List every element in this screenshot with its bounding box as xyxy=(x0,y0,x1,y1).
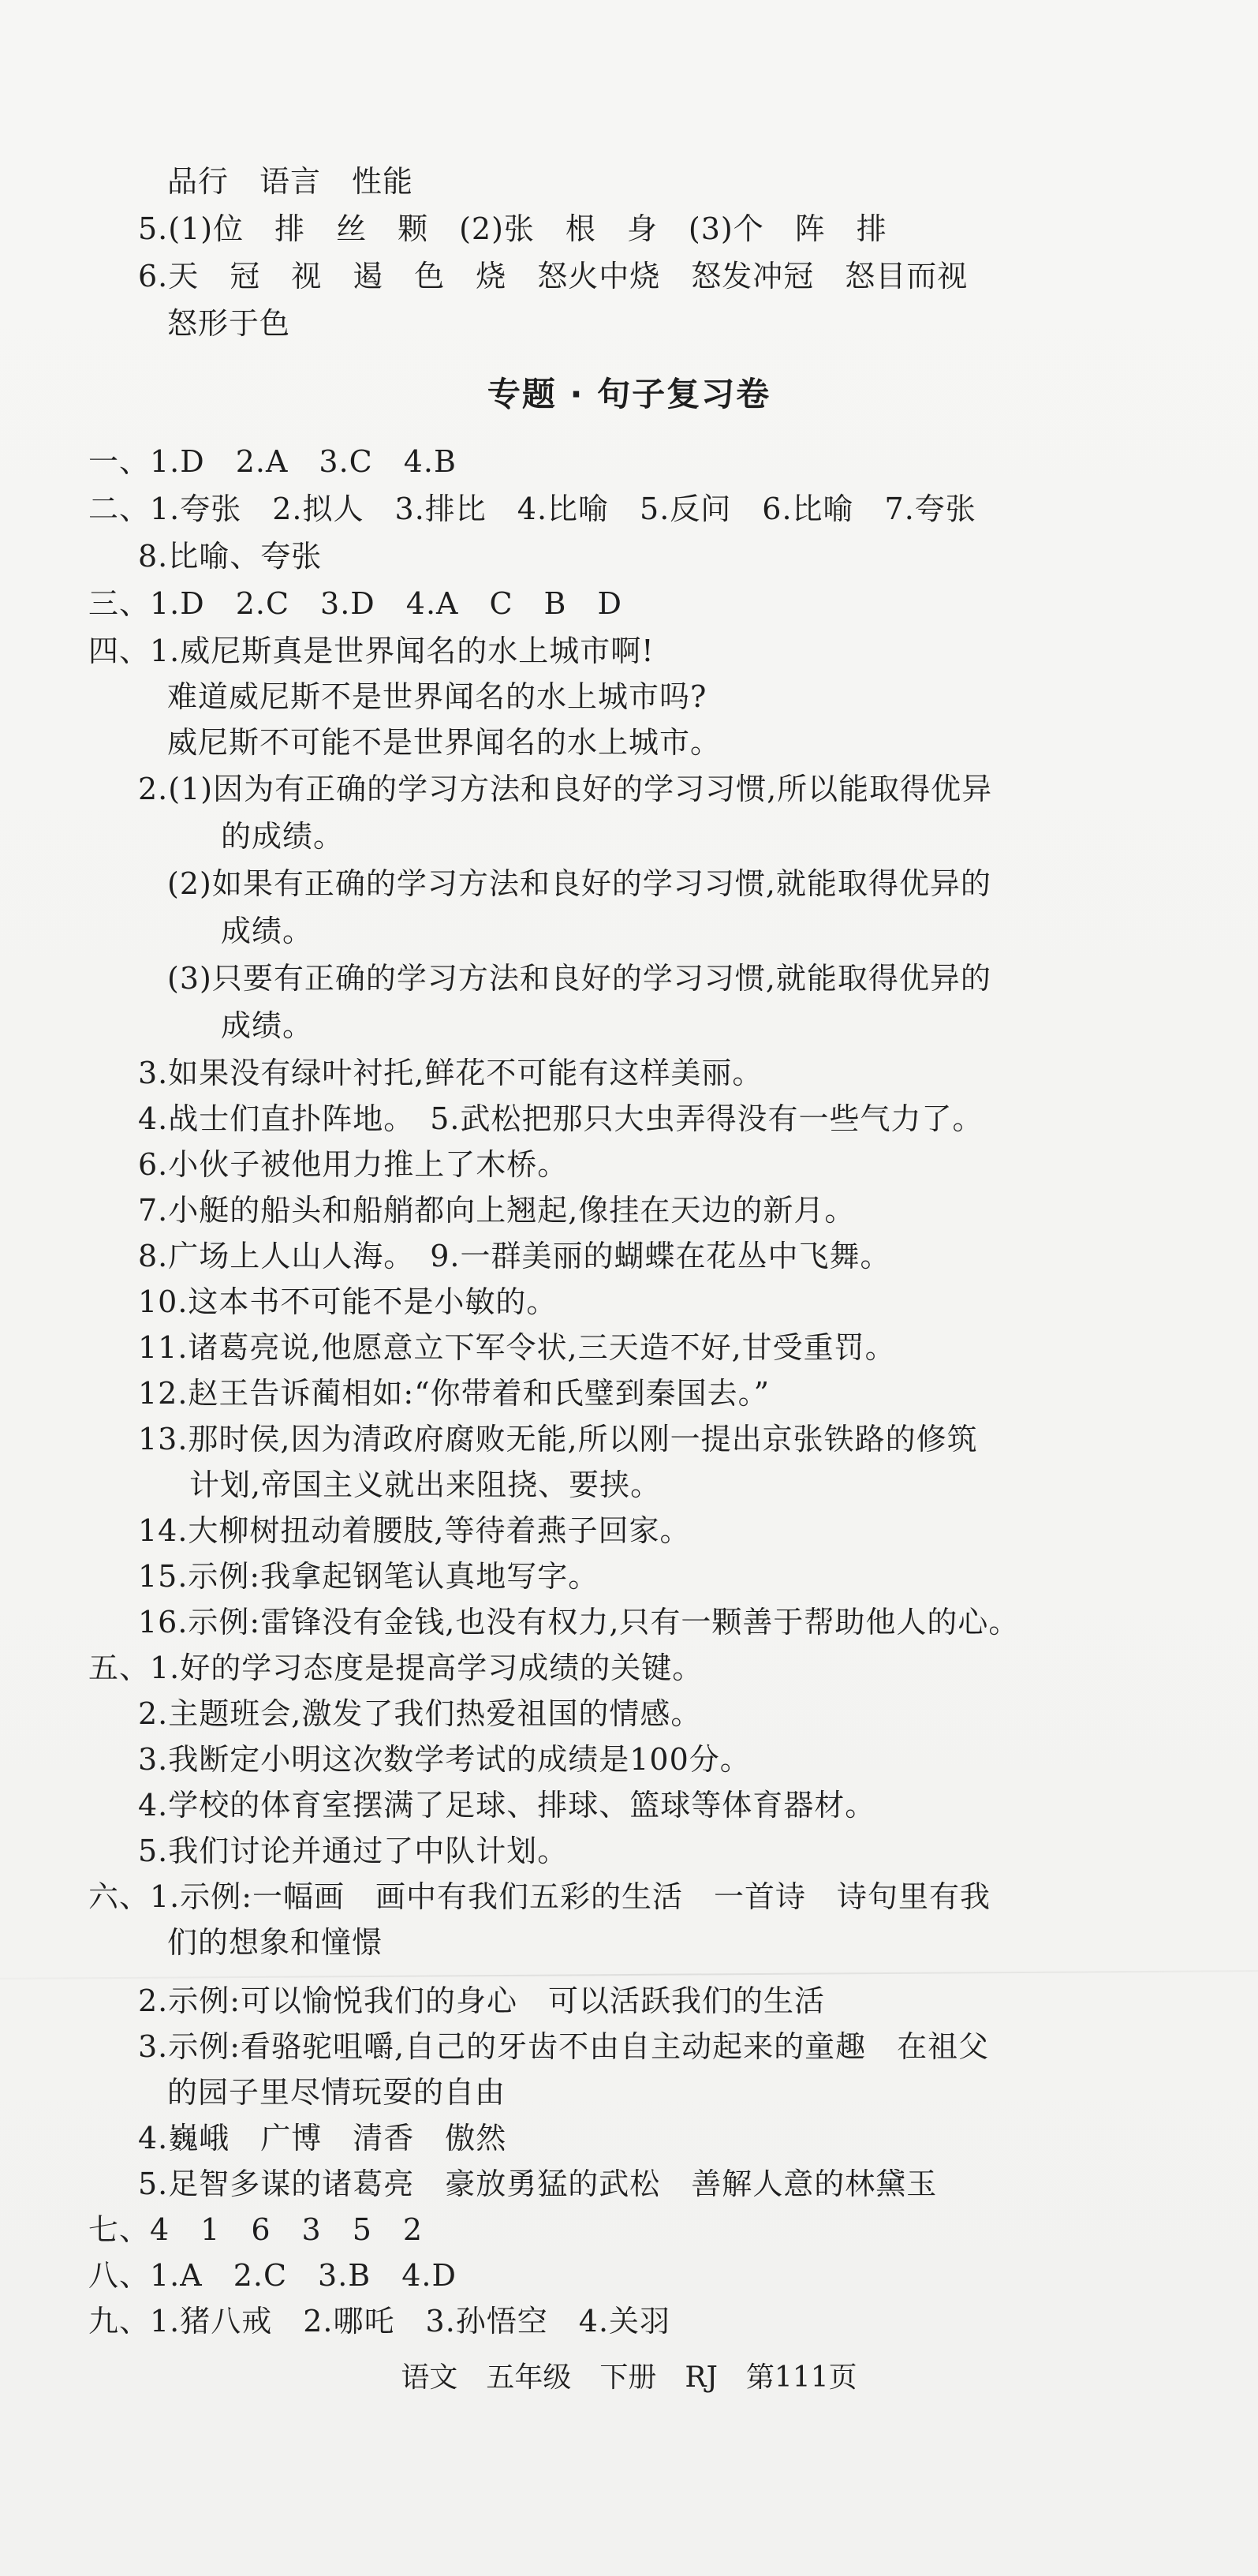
answer-line: 怒形于色 xyxy=(167,306,291,341)
answer-line: 13.那时侯,因为清政府腐败无能,所以刚一提出京张铁路的修筑 xyxy=(138,1422,978,1456)
answer-line: 8.广场上人山人海。 9.一群美丽的蝴蝶在花丛中飞舞。 xyxy=(138,1239,891,1273)
answer-line: 计划,帝国主义就出来阻挠、要挟。 xyxy=(189,1467,662,1502)
answer-line: 3.我断定小明这次数学考试的成绩是100分。 xyxy=(138,1742,751,1777)
answer-line: 六、1.示例:一幅画 画中有我们五彩的生活 一首诗 诗句里有我 xyxy=(88,1879,991,1914)
answer-line: 的园子里尽情玩耍的自由 xyxy=(167,2075,506,2110)
answer-line: 3.如果没有绿叶衬托,鲜花不可能有这样美丽。 xyxy=(138,1056,763,1090)
answer-line: 11.诸葛亮说,他愿意立下军令状,三天造不好,甘受重罚。 xyxy=(138,1330,896,1365)
answer-line: 6.天 冠 视 遏 色 烧 怒火中烧 怒发冲冠 怒目而视 xyxy=(138,259,969,293)
answer-line: 12.赵王告诉蔺相如:“你带着和氏璧到秦国去。” xyxy=(138,1376,771,1411)
answer-line: 品行 语言 性能 xyxy=(167,164,414,199)
answer-line: 14.大柳树扭动着腰肢,等待着燕子回家。 xyxy=(138,1513,691,1548)
answer-line: 成绩。 xyxy=(221,1008,314,1043)
answer-line: 4.战士们直扑阵地。 5.武松把那只大虫弄得没有一些气力了。 xyxy=(138,1101,984,1136)
answer-line: 威尼斯不可能不是世界闻名的水上城市。 xyxy=(167,725,722,760)
answer-line: 七、4 1 6 3 5 2 xyxy=(88,2212,424,2247)
answer-line: 三、1.D 2.C 3.D 4.A C B D xyxy=(88,586,622,621)
answer-line: 5.我们讨论并通过了中队计划。 xyxy=(138,1834,569,1868)
answer-line: 4.巍峨 广博 清香 傲然 xyxy=(138,2121,507,2155)
answer-line: 四、1.威尼斯真是世界闻名的水上城市啊! xyxy=(88,634,655,668)
answer-line: 2.示例:可以愉悦我们的身心 可以活跃我们的生活 xyxy=(138,1983,826,2018)
section-title: 专题 · 句子复习卷 xyxy=(487,375,771,413)
answer-line: 3.示例:看骆驼咀嚼,自己的牙齿不由自主动起来的童趣 在祖父 xyxy=(138,2029,990,2064)
answer-line: (2)如果有正确的学习方法和良好的学习习惯,就能取得优异的 xyxy=(167,866,991,901)
page-fold-crease xyxy=(0,1970,1258,1980)
answer-line: 5.(1)位 排 丝 颗 (2)张 根 身 (3)个 阵 排 xyxy=(138,211,887,246)
answer-line: 6.小伙子被他用力推上了木桥。 xyxy=(138,1147,569,1182)
answer-line: 4.学校的体育室摆满了足球、排球、篮球等体育器材。 xyxy=(138,1788,876,1823)
answer-line: 八、1.A 2.C 3.B 4.D xyxy=(88,2258,457,2293)
answer-line: 15.示例:我拿起钢笔认真地写字。 xyxy=(138,1559,599,1594)
answer-line: 五、1.好的学习态度是提高学习成绩的关键。 xyxy=(88,1651,704,1685)
answer-line: 难道威尼斯不是世界闻名的水上城市吗? xyxy=(167,679,707,714)
page-footer: 语文 五年级 下册 RJ 第111页 xyxy=(401,2361,857,2394)
answer-line: 7.小艇的船头和船艄都向上翘起,像挂在天边的新月。 xyxy=(138,1193,856,1228)
answer-line: 们的想象和憧憬 xyxy=(167,1925,383,1960)
answer-line: 8.比喻、夸张 xyxy=(138,539,323,574)
answer-line: 的成绩。 xyxy=(221,819,345,854)
answer-line: 10.这本书不可能不是小敏的。 xyxy=(138,1284,558,1319)
answer-line: 一、1.D 2.A 3.C 4.B xyxy=(88,444,457,479)
answer-line: 5.足智多谋的诸葛亮 豪放勇猛的武松 善解人意的林黛玉 xyxy=(138,2167,938,2201)
answer-line: 九、1.猪八戒 2.哪吒 3.孙悟空 4.关羽 xyxy=(88,2304,671,2339)
answer-line: 成绩。 xyxy=(221,914,314,948)
answer-line: 二、1.夸张 2.拟人 3.排比 4.比喻 5.反问 6.比喻 7.夸张 xyxy=(88,492,976,526)
answer-line: (3)只要有正确的学习方法和良好的学习习惯,就能取得优异的 xyxy=(167,961,991,996)
answer-line: 2.(1)因为有正确的学习方法和良好的学习习惯,所以能取得优异 xyxy=(138,772,993,806)
answer-line: 16.示例:雷锋没有金钱,也没有权力,只有一颗善于帮助他人的心。 xyxy=(138,1605,1020,1639)
answer-line: 2.主题班会,激发了我们热爱祖国的情感。 xyxy=(138,1696,702,1731)
